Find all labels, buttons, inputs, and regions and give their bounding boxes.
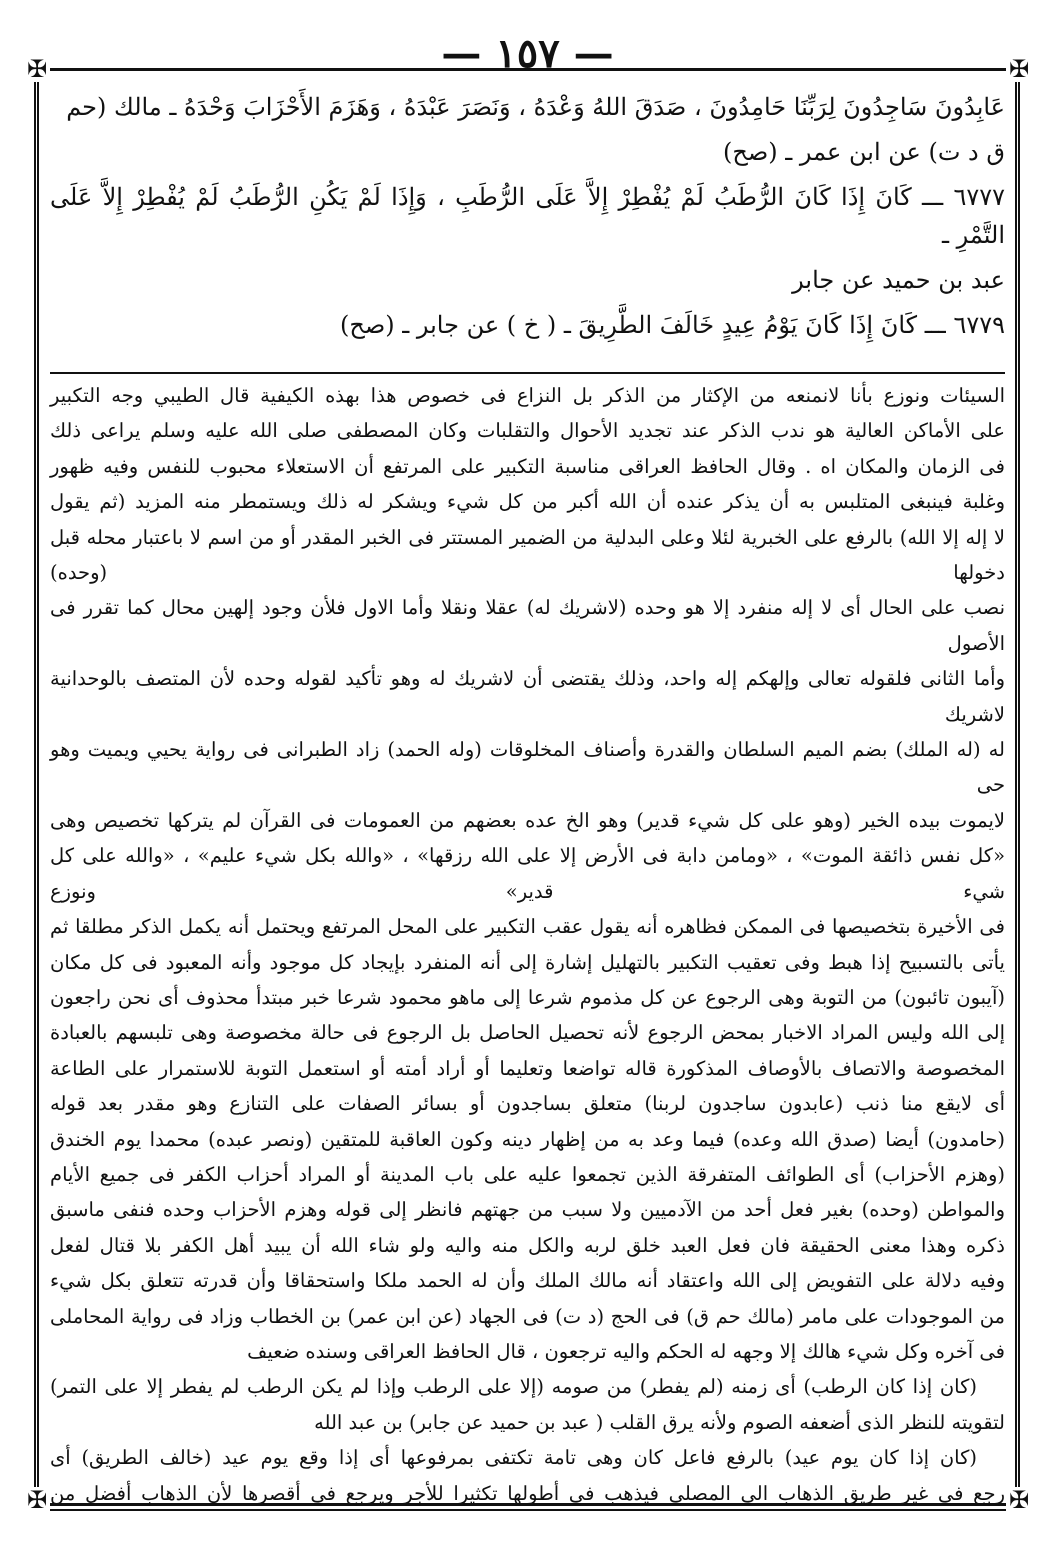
commentary-line: له (له الملك) بضم الميم السلطان والقدرة وأصناف المخلوقات (وله الحمد) زاد الطبرانى فى رواية يحيي ويميت وهو حى — [50, 738, 1005, 797]
commentary-line: وأما الثانى فلقوله تعالى وإلهكم إله واحد، وذلك يقتضى أن لاشريك له وهو تأكيد لقوله وحده لأن المتصف بالوحدانية لاشريك — [50, 667, 1005, 726]
commentary-line: رجع فى غير طريق الذهاب الى المصلى فيذهب فى أطولها تكثيرا للأجر ويرجع فى أقصرها لأن الذهاب أفضل من — [50, 1481, 1005, 1505]
commentary-text-block — [50, 378, 1005, 1511]
hadith-line: عبد بن حميد عن جابر — [792, 266, 1005, 294]
commentary-line: (حامدون) أيضا (صدق الله وعده) فيما وعد به من إظهار دينه وكون العاقبة للمتقين (ونصر عبده) محمدا يوم الخندق — [50, 1127, 1005, 1151]
section-divider — [50, 372, 1005, 374]
commentary-line: المخصوصة والاتصاف بالأوصاف المذكورة قاله تواضعا وتعليما أو أراد أمته أو استعمل التوبة للاستمرار على الطاعة — [50, 1056, 1005, 1080]
commentary-line: لتقويته للنظر الذى أضعفه الصوم ولأنه يرق القلب ( عبد بن حميد عن جابر) بن عبد الله — [314, 1410, 1005, 1434]
commentary-line: ذكره وهذا معنى الحقيقة فان فعل العبد خلق لربه والكل منه واليه ولو شاء الله أن يبيد أهل الكفر بلا قتال لفعل — [50, 1233, 1005, 1257]
commentary-line: أى لايقع منا ذنب (عابدون ساجدون لربنا) متعلق بساجدون أو بسائر الصفات على التنازع وهو مقدر بعد قوله — [50, 1092, 1005, 1116]
commentary-line: فى الأخيرة بتخصيصها فى الممكن فظاهره أنه يقول عقب التكبير على المحل المرتفع ويحتمل أنه يكمل الذكر مطلقا ثم — [50, 915, 1005, 939]
corner-ornament-top-left-icon: ✠ — [24, 56, 50, 82]
hadith-line: عَابِدُونَ سَاجِدُونَ لِرَبِّنَا حَامِدُونَ ، صَدَقَ اللهُ وَعْدَهُ ، وَنَصَرَ عَبْدَهُ ، وَهَزَمَ الأَحْزَابَ وَحْدَهُ ـ مالك (حم — [66, 93, 1005, 121]
commentary-line: (آيبون تائبون) من التوبة وهى الرجوع عن كل مذموم شرعا إلى ماهو محمود شرعا خبر مبتدأ محذوف أى نحن راجعون — [50, 985, 1005, 1009]
commentary-line: من الموجودات على مامر (مالك حم ق) فى الحج (د ت) فى الجهاد (عن ابن عمر) بن الخطاب وزاد فى رواية المحاملى — [50, 1304, 1005, 1328]
commentary-line: فى الزمان والمكان اه . وقال الحافظ العراقى مناسبة التكبير على المرتفع أن الاستعلاء محبوب للنفس وفيه ظهور — [50, 454, 1005, 478]
commentary-line: (كان إذا كان يوم عيد) بالرفع فاعل كان وهى تامة تكتفى بمرفوعها أى إذا وقع يوم عيد (خالف الطريق) أى — [50, 1446, 977, 1470]
commentary-line: والمواطن (وحده) بغير فعل أحد من الآدميين ولا سبب من جهتهم فانظر إلى قوله وهزم الأحزاب وحده فنفى ماسبق — [50, 1198, 1005, 1222]
commentary-line: وغلبة فينبغى المتلبس به أن يذكر عنده أن الله أكبر من كل شيء ويشكر له ذلك ويستمطر منه المزيد (ثم يقول — [50, 490, 1005, 514]
hadith-line: ق د ت) عن ابن عمر ـ (صح) — [723, 138, 1005, 166]
hadith-text-block — [50, 88, 1005, 351]
commentary-line: (كان إذا كان الرطب) أى زمنه (لم يفطر) من صومه (إلا على الرطب وإذا لم يكن الرطب لم يفطر إلا على التمر) — [50, 1375, 977, 1399]
commentary-line: فى آخره وكل شيء هالك إلا وجهه له الحكم واليه ترجعون ، قال الحافظ العراقى وسنده ضعيف — [247, 1339, 1005, 1363]
commentary-line: لا إله إلا الله) بالرفع على الخبرية لئلا وعلى البدلية من الضمير المستتر فى الخبر المقدر أو من اسم لا باعتبار محله قبل دخولها (وحده) — [50, 525, 1005, 585]
page-number: — ١٥٧ — — [441, 30, 614, 77]
hadith-line: ٦٧٧٩ ـــ كَانَ إِذَا كَانَ يَوْمُ عِيدٍ خَالَفَ الطَّرِيقَ ـ ( خ ) عن جابر ـ (صح) — [339, 311, 1005, 339]
corner-ornament-top-right-icon: ✠ — [1006, 56, 1032, 82]
commentary-line: لايموت بيده الخير (وهو على كل شيء قدير) وهو الخ عده بعضهم من العمومات فى القرآن لم يتركها تخصيص وهى — [50, 808, 1005, 832]
corner-ornament-bottom-left-icon: ✠ — [24, 1487, 50, 1513]
hadith-line: ٦٧٧٧ ـــ كَانَ إِذَا كَانَ الرُّطَبُ لَمْ يُفْطِرْ إِلاَّ عَلَى الرُّطَبِ ، وَإِذَا لَمْ يَكُنِ الرُّطَبُ لَمْ يُفْطِرْ إِلاَّ عَلَى التَّمْرِ ـ — [50, 183, 1005, 249]
commentary-line: نصب على الحال أى لا إله منفرد إلا هو وحده (لاشريك له) عقلا ونقلا وأما الاول فلأن وجود إلهين محال كما تقرر فى الأصول — [50, 596, 1005, 655]
commentary-line: السيئات ونوزع بأنا لانمنعه من الإكثار من الذكر بل النزاع فى خصوص هذا بهذه الكيفية قال الطيبي وجه التكبير — [50, 384, 1005, 407]
commentary-line: يأتى بالتسبيح إذا هبط وفى تعقيب التكبير بالتهليل إشارة إلى أنه المنفرد بإيجاد كل موجود وأنه المعبود فى كل مكان — [50, 950, 1005, 974]
commentary-line: «كل نفس ذائقة الموت» ، «ومامن دابة فى الأرض إلا على الله رزقها» ، «والله بكل شيء عليم» ، «والله على كل شيء قدير» ونوزع — [50, 844, 1005, 903]
commentary-line: وفيه دلالة على التفويض إلى الله واعتقاد أنه مالك الملك وأن له الحمد ملكا واستحقاقا وأن قدرته تتعلق بكل شيء — [50, 1269, 1005, 1293]
commentary-line: (وهزم الأحزاب) أى الطوائف المتفرقة الذين تجمعوا عليه على باب المدينة أو المراد أحزاب الكفر فى جميع الأيام — [50, 1162, 1005, 1186]
commentary-line: على الأماكن العالية هو ندب الذكر عند تجديد الأحوال والتقلبات وكان المصطفى صلى الله عليه وسلم يراعى ذلك — [50, 419, 1005, 443]
commentary-line: إلى الله وليس المراد الاخبار بمحض الرجوع لأنه تحصيل الحاصل بل الرجوع فى حالة مخصوصة وهى تلبسهم بالعبادة — [50, 1021, 1005, 1045]
corner-ornament-bottom-right-icon: ✠ — [1006, 1487, 1032, 1513]
